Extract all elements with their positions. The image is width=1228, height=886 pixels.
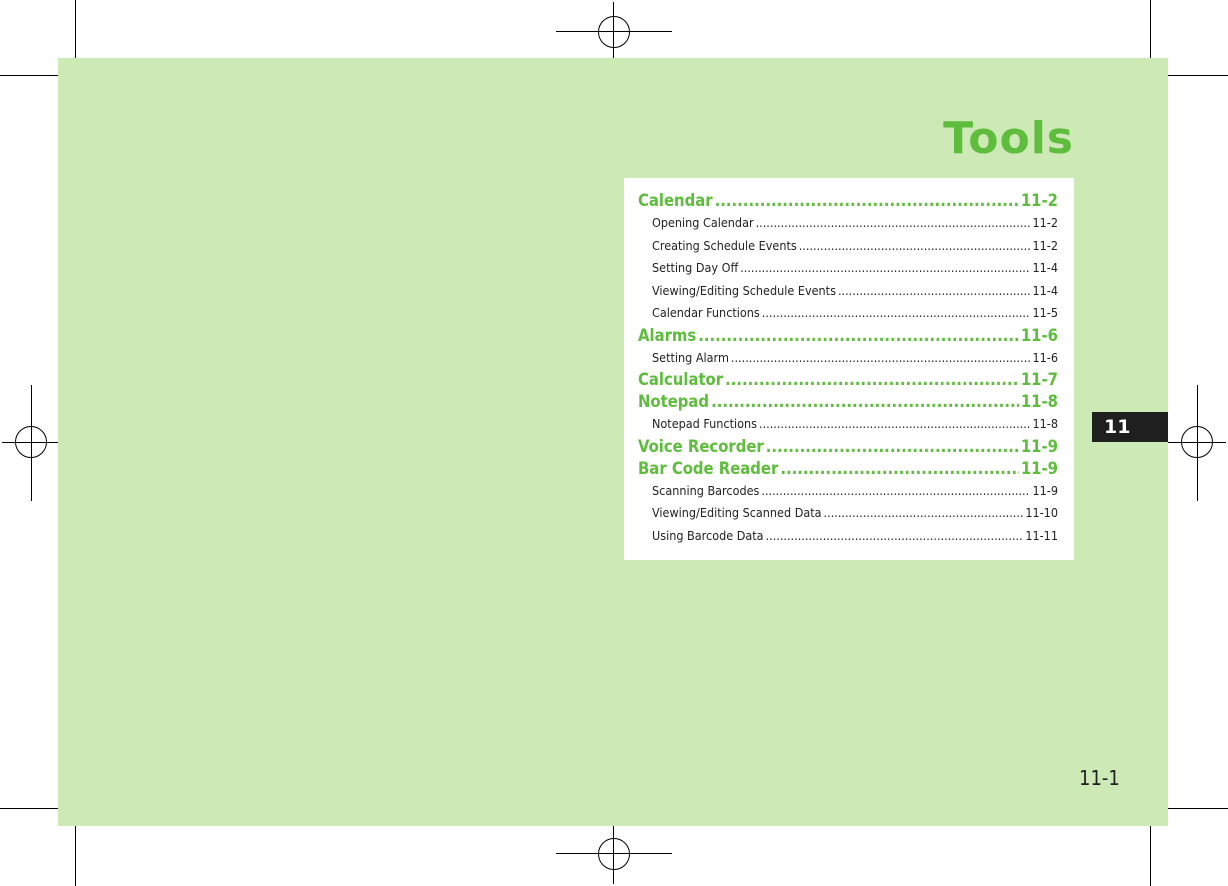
toc-leader-dots xyxy=(762,302,1031,325)
toc-entry-page: 11-2 xyxy=(1032,215,1058,230)
toc-entry-label: Notepad Functions xyxy=(652,416,757,431)
toc-entry-label: Voice Recorder xyxy=(638,436,764,456)
toc-entry-label: Setting Alarm xyxy=(652,349,729,365)
toc-entry-label: Notepad xyxy=(638,392,710,411)
toc-leader-dots xyxy=(756,212,1031,235)
toc-subsection-entry[interactable] xyxy=(638,257,1058,280)
page-number: 11-1 xyxy=(1079,766,1120,790)
toc-entry-label: Viewing/Editing Scanned Data xyxy=(652,505,822,520)
toc-section-entry[interactable] xyxy=(638,391,1058,413)
toc-entry-page: 11-4 xyxy=(1032,282,1058,298)
toc-section-entry[interactable] xyxy=(638,436,1058,458)
toc-entry-label: Alarms xyxy=(638,325,697,345)
toc-leader-dots xyxy=(731,347,1031,370)
toc-subsection-entry[interactable] xyxy=(638,235,1058,258)
toc-entry-page: 11-7 xyxy=(1020,370,1058,389)
toc-entry-label: Creating Schedule Events xyxy=(652,237,797,253)
toc-entry-label: Scanning Barcodes xyxy=(652,482,760,498)
toc-leader-dots xyxy=(766,525,1024,548)
toc-entry-page: 11-9 xyxy=(1020,458,1058,478)
registration-circle xyxy=(1181,426,1213,458)
table-of-contents xyxy=(624,178,1074,560)
toc-entry-label: Viewing/Editing Schedule Events xyxy=(652,282,836,298)
toc-section-entry[interactable] xyxy=(638,458,1058,480)
toc-subsection-entry[interactable] xyxy=(638,347,1058,370)
toc-leader-dots xyxy=(824,502,1024,525)
toc-subsection-entry[interactable] xyxy=(638,480,1058,503)
toc-subsection-entry[interactable] xyxy=(638,302,1058,325)
toc-leader-dots xyxy=(761,480,1030,503)
registration-circle xyxy=(598,838,630,870)
toc-section-entry[interactable] xyxy=(638,369,1058,391)
toc-entry-page: 11-8 xyxy=(1032,416,1058,431)
toc-entry-page: 11-4 xyxy=(1032,260,1058,275)
toc-entry-label: Setting Day Off xyxy=(652,260,739,275)
toc-leader-dots xyxy=(766,436,1019,458)
toc-entry-page: 11-2 xyxy=(1032,237,1058,253)
toc-leader-dots xyxy=(711,391,1019,413)
toc-leader-dots xyxy=(725,369,1019,391)
toc-subsection-entry[interactable] xyxy=(638,525,1058,548)
toc-subsection-entry[interactable] xyxy=(638,212,1058,235)
toc-entry-label: Calendar xyxy=(638,191,713,210)
toc-leader-dots xyxy=(715,190,1019,212)
toc-entry-page: 11-9 xyxy=(1032,482,1058,498)
toc-leader-dots xyxy=(698,325,1019,347)
toc-leader-dots xyxy=(740,257,1030,280)
toc-subsection-entry[interactable] xyxy=(638,413,1058,436)
toc-entry-page: 11-11 xyxy=(1025,527,1058,543)
toc-entry-label: Using Barcode Data xyxy=(652,527,764,543)
toc-entry-page: 11-9 xyxy=(1020,436,1058,456)
toc-leader-dots xyxy=(780,458,1019,480)
toc-entry-page: 11-6 xyxy=(1020,325,1058,345)
toc-entry-label: Opening Calendar xyxy=(652,215,754,230)
toc-section-entry[interactable] xyxy=(638,190,1058,212)
toc-subsection-entry[interactable] xyxy=(638,280,1058,303)
toc-entry-label: Calendar Functions xyxy=(652,305,760,320)
toc-leader-dots xyxy=(838,280,1031,303)
registration-circle xyxy=(15,426,47,458)
toc-entry-page: 11-5 xyxy=(1032,305,1058,320)
toc-entry-page: 11-2 xyxy=(1020,191,1058,210)
toc-subsection-entry[interactable] xyxy=(638,502,1058,525)
toc-leader-dots xyxy=(759,413,1030,436)
page-title: Tools xyxy=(943,113,1074,164)
toc-leader-dots xyxy=(799,235,1031,258)
chapter-tab: 11 xyxy=(1092,412,1168,442)
toc-entry-label: Calculator xyxy=(638,370,724,389)
toc-section-entry[interactable] xyxy=(638,325,1058,347)
registration-circle xyxy=(598,16,630,48)
toc-entry-page: 11-6 xyxy=(1032,349,1058,365)
toc-entry-label: Bar Code Reader xyxy=(638,458,779,478)
toc-entry-page: 11-10 xyxy=(1025,505,1058,520)
toc-entry-page: 11-8 xyxy=(1020,392,1058,411)
